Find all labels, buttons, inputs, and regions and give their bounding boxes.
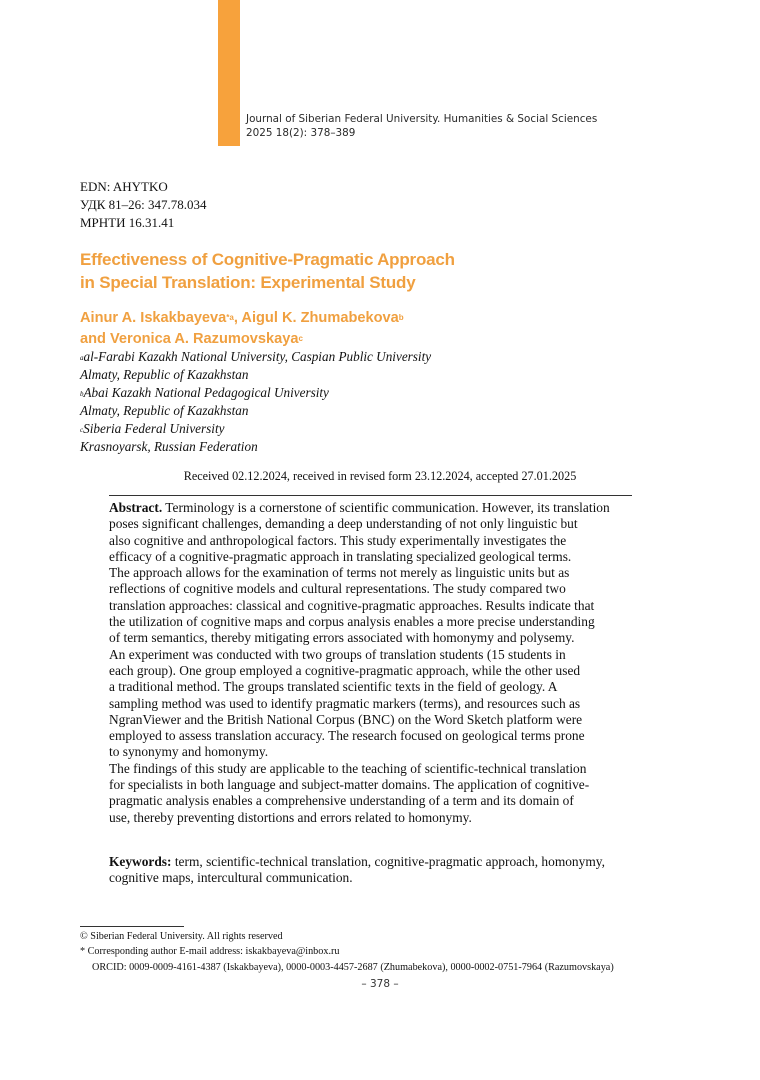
journal-title: Journal of Siberian Federal University. Humanities & Social Sciences <box>246 113 598 125</box>
author-affiliation-mark: c <box>298 334 303 343</box>
affiliation-line: Almaty, Republic of Kazakhstan <box>80 403 249 418</box>
affiliation-line: $^a$al-Farabi Kazakh National University, Caspian Public University <box>80 349 432 364</box>
received-dates: Received 02.12.2024, received in revised form 23.12.2024, accepted 27.01.2025 <box>183 469 577 483</box>
edn-code: EDN: AHYTKO <box>80 179 168 194</box>
author-separator: , <box>233 310 242 326</box>
orcid-line: ORCID: 0009-0009-4161-4387 (Iskakbayeva), 0000-0003-4457-2687 (Zhumabekova), 0000-0002-0751-7964 (Razumovskaya) <box>92 961 614 973</box>
paper-title-line: in Special Translation: Experimental Study <box>80 273 416 292</box>
abstract-divider <box>109 495 632 496</box>
affiliations <box>80 348 431 456</box>
footnotes <box>80 929 614 975</box>
copyright-notice: © Siberian Federal University. All rights reserved <box>80 931 283 942</box>
keywords <box>109 854 634 887</box>
author-affiliation-mark: b <box>398 313 404 322</box>
author-list <box>80 308 404 350</box>
abstract-paragraph: Abstract. Terminology is a cornerstone of scientific communication. However, its translation poses significant challenges, demanding a deep understanding of not only linguistic but also cognitive and anthropological factors. This study experimentally investigates the efficacy of a cognitive-pragmatic approach in translating specialized geological terms. The approach allows for the examination of terms not merely as linguistic units but as reflections of cognitive models and cultural representations. The study compared two translation approaches: classical and cognitive-pragmatic approaches. Results indicate that the utilization of cognitive maps and corpus analysis enables a more precise understanding of term semantics, thereby mitigating errors associated with homonymy and polysemy. An experiment was conducted with two groups of translation students (15 students in each group). One group employed a cognitive-pragmatic approach, while the other used a traditional method. The groups translated scientific texts in the field of geology. A sampling method was used to identify pragmatic markers (terms), and resources such as NgranViewer and the British National Corpus (BNC) on the Word Sketch platform were employed to assess translation accuracy. The research focused on geological terms prone to synonymy and homonymy. <box>109 500 610 760</box>
mrnti-code: МРНТИ 16.31.41 <box>80 215 175 230</box>
paper-title <box>80 248 455 294</box>
author-name: Veronica A. Razumovskaya <box>110 331 299 347</box>
affiliation-line: Almaty, Republic of Kazakhstan <box>80 367 249 382</box>
keywords-text: cognitive maps, intercultural communication. <box>109 870 353 886</box>
affiliation-line: $^c$Siberia Federal University <box>80 421 225 436</box>
keywords-label: Keywords: <box>109 854 172 869</box>
paper-title-line: Effectiveness of Cognitive-Pragmatic Approach <box>80 250 455 269</box>
abstract-label: Abstract. <box>109 500 163 515</box>
author-affiliation-mark: *a <box>226 313 234 322</box>
udk-code: УДК 81–26: 347.78.034 <box>80 197 207 212</box>
keywords-text: term, scientific-technical translation, cognitive-pragmatic approach, homonymy, <box>171 854 605 869</box>
journal-issue: 2025 18(2): 378–389 <box>246 127 356 139</box>
affiliation-line: Krasnoyarsk, Russian Federation <box>80 439 258 454</box>
affiliation-line: $^b$Abai Kazakh National Pedagogical University <box>80 385 329 400</box>
journal-header <box>246 112 597 140</box>
corresponding-author: * Corresponding author E-mail address: iskakbayeva@inbox.ru <box>80 946 340 958</box>
abstract-paragraph: The findings of this study are applicable to the teaching of scientific-technical translation for specialists in both language and subject-matter domains. The application of cognitive- pragmatic analysis enables a comprehensive understanding of a term and its domain of use, thereby preventing distortions and errors related to homonymy. <box>109 760 590 825</box>
author-name: Aigul K. Zhumabekova <box>241 310 399 326</box>
abstract <box>109 500 634 826</box>
author-name: Ainur A. Iskakbayeva <box>80 310 227 326</box>
journal-accent-bar <box>218 0 240 146</box>
classification-codes <box>80 178 207 232</box>
page-number: – 378 – <box>361 978 399 990</box>
author-conjunction: and <box>80 331 110 347</box>
footnote-divider <box>80 926 184 927</box>
